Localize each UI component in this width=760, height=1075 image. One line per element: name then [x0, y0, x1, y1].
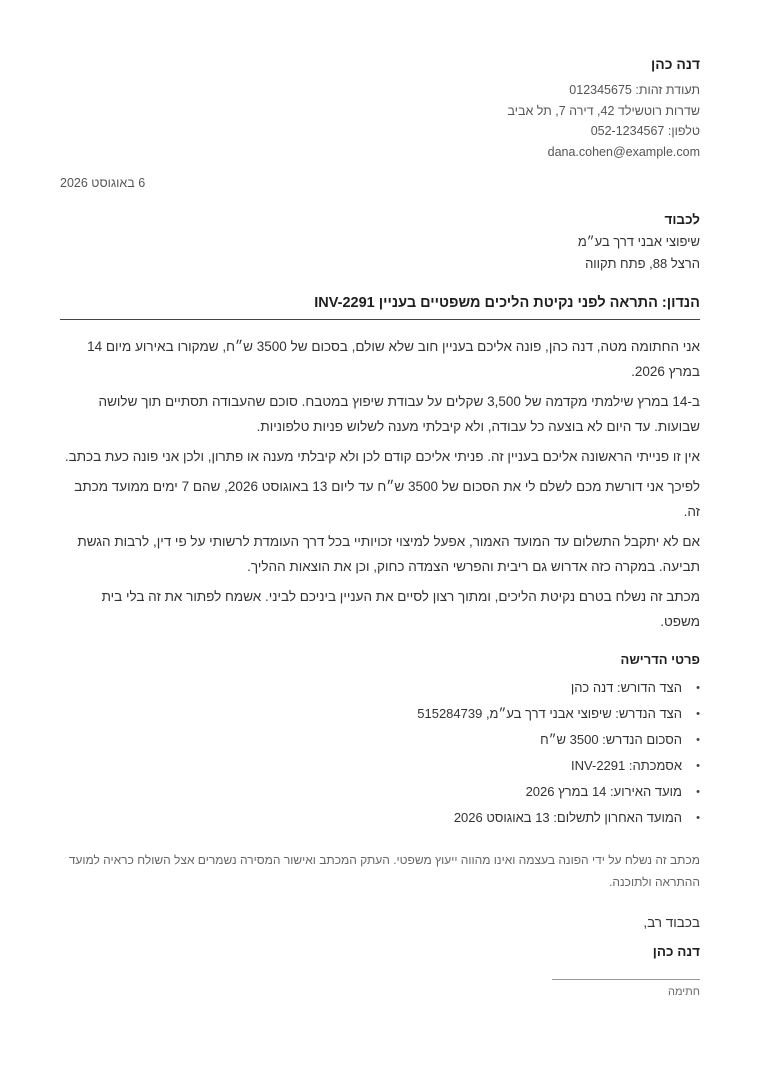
- recipient-block: [60, 212, 700, 275]
- signature-line: [552, 979, 700, 980]
- list-item-text: אסמכתה: INV-2291: [571, 758, 682, 773]
- list-item-text: הצד הנדרש: שיפוצי אבני דרך בע״מ, 515284739: [417, 706, 682, 721]
- body-paragraph: מכתב זה נשלח בטרם נקיטת הליכים, ומתוך רצון לסיים את העניין ביניכם לביני. אשמח לפתור את זה בלי בית משפט.: [101, 589, 700, 629]
- letter-date: 6 באוגוסט 2026: [60, 176, 146, 190]
- demand-details-list: [60, 675, 700, 831]
- signature-block: [552, 979, 700, 998]
- body-paragraph: לפיכך אני דורשת מכם לשלם לי את הסכום של 3500 ש״ח עד ליום 13 באוגוסט 2026, שהם 7 ימים ממועד מכתב זה.: [74, 479, 700, 519]
- signature-label: חתימה: [667, 986, 700, 998]
- list-item: [60, 701, 700, 727]
- list-item: [60, 753, 700, 779]
- recipient-to-label: לכבוד: [664, 212, 700, 227]
- list-item-text: הסכום הנדרש: 3500 ש״ח: [540, 732, 682, 747]
- sender-address: שדרות רוטשילד 42, דירה 7, תל אביב: [507, 103, 700, 118]
- body-paragraph: אני החתומה מטה, דנה כהן, פונה אליכם בעניין חוב שלא שולם, בסכום של 3500 ש״ח, שמקורו באירוע מיום 14 במרץ 2026.: [87, 339, 700, 379]
- disclaimer-note: מכתב זה נשלח על ידי הפונה בעצמה ואינו מהווה ייעוץ משפטי. העתק המכתב ואישור המסירה נשמרים אצל השולח כראיה למועד ההתראה ולתוכנה.: [68, 853, 700, 889]
- list-item-text: מועד האירוע: 14 במרץ 2026: [525, 784, 682, 799]
- body-paragraph: ב-14 במרץ שילמתי מקדמה של 3,500 שקלים על עבודת שיפוץ במטבח. סוכם שהעבודה תסתיים תוך שלושה שבועות. עד היום לא בוצעה כל עבודה, ולא קיבלתי מענה לשלוש פניות טלפוניות.: [98, 394, 700, 434]
- sender-block: [60, 56, 700, 162]
- sender-phone: טלפון: 052-1234567: [590, 124, 700, 138]
- demand-details-title: פרטי הדרישה: [620, 652, 700, 667]
- bullet-icon: •: [696, 812, 700, 824]
- list-item: [60, 779, 700, 805]
- letter-body: [60, 334, 700, 634]
- list-item: [60, 805, 700, 831]
- subject-line: הנדון: התראה לפני נקיטת הליכים משפטיים בעניין INV-2291: [60, 295, 700, 320]
- bullet-icon: •: [696, 786, 700, 798]
- list-item-text: הצד הדורש: דנה כהן: [570, 680, 682, 695]
- list-item: [60, 727, 700, 753]
- bullet-icon: •: [696, 708, 700, 720]
- recipient-address: הרצל 88, פתח תקווה: [585, 256, 700, 271]
- closing-name: דנה כהן: [652, 944, 700, 959]
- sender-name: דנה כהן: [651, 56, 700, 72]
- closing-salutation: בכבוד רב,: [643, 915, 700, 930]
- recipient-name: שיפוצי אבני דרך בע״מ: [577, 234, 700, 249]
- body-paragraph: אין זו פנייתי הראשונה אליכם בעניין זה. פניתי אליכם קודם לכן ולא קיבלתי מענה או פתרון, ולכן אני פונה כעת בכתב.: [64, 449, 700, 464]
- list-item: [60, 675, 700, 701]
- body-paragraph: אם לא יתקבל התשלום עד המועד האמור, אפעל למיצוי זכויותיי בכל דרך העומדת לרשותי על פי דין, לרבות הגשת תביעה. במקרה כזה אדרוש גם ריבית והפרשי הצמדה כחוק, וכן את הוצאות ההליך.: [77, 534, 700, 574]
- sender-id: תעודת זהות: 012345675: [569, 83, 700, 97]
- bullet-icon: •: [696, 760, 700, 772]
- sender-email: dana.cohen@example.com: [547, 144, 700, 159]
- bullet-icon: •: [696, 734, 700, 746]
- bullet-icon: •: [696, 682, 700, 694]
- list-item-text: המועד האחרון לתשלום: 13 באוגוסט 2026: [453, 810, 682, 825]
